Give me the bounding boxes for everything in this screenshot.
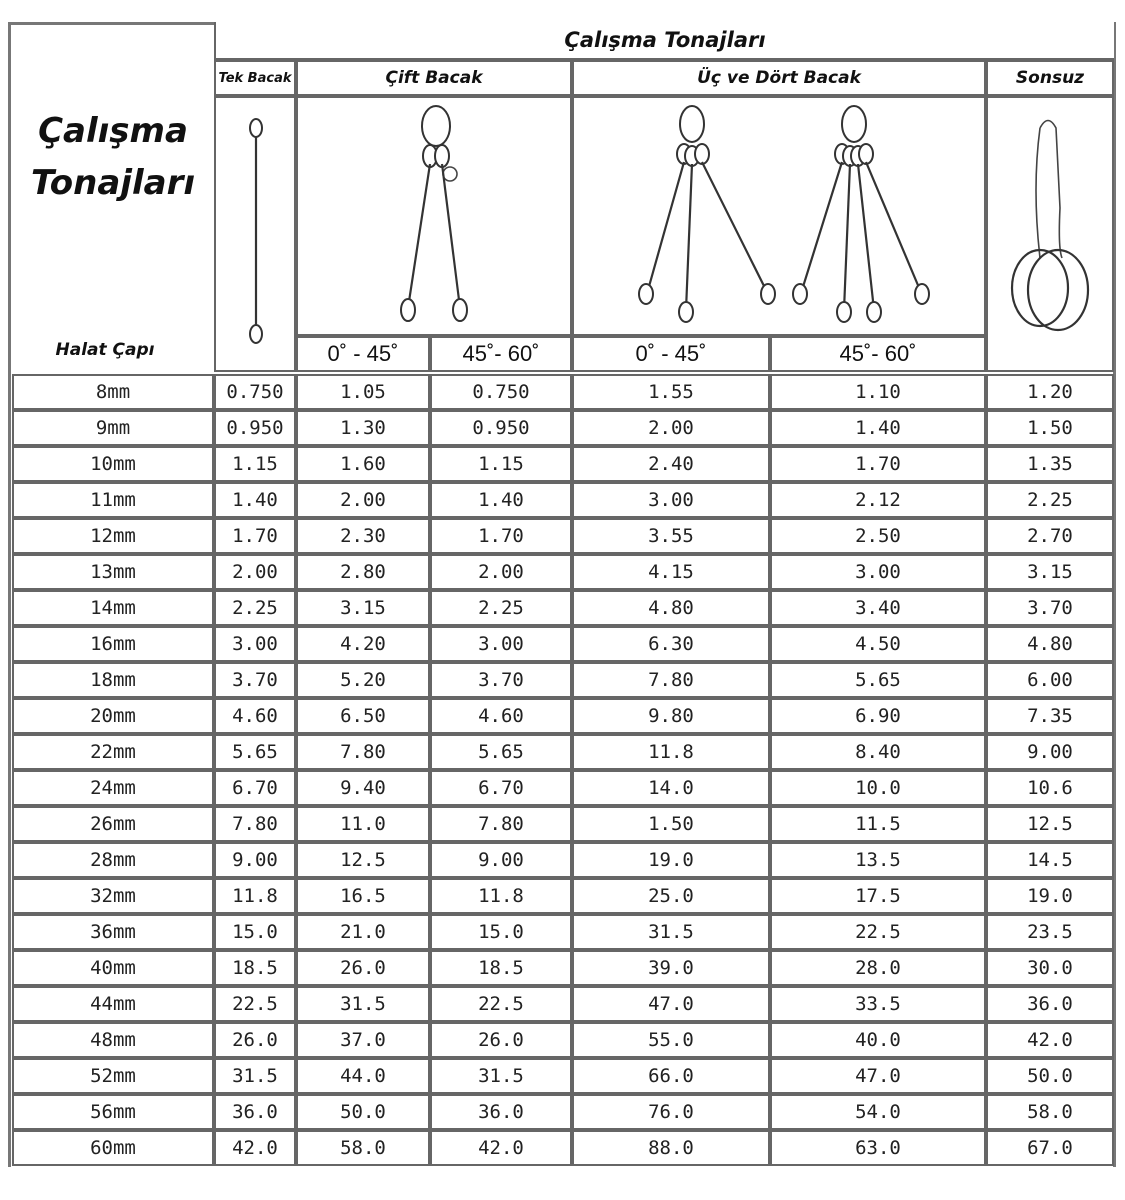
cell-halat-capi: 12mm <box>12 518 214 554</box>
cell-cift-0-45: 5.20 <box>296 662 430 698</box>
cell-uc-dort-45-60: 5.65 <box>770 662 986 698</box>
cell-uc-dort-0-45: 2.40 <box>572 446 770 482</box>
cell-tek-bacak: 4.60 <box>214 698 296 734</box>
cell-cift-0-45: 37.0 <box>296 1022 430 1058</box>
row-label-header: Halat Çapı <box>55 340 155 360</box>
cell-cift-45-60: 4.60 <box>430 698 572 734</box>
group-header-tek-bacak: Tek Bacak <box>214 60 296 96</box>
cell-uc-dort-45-60: 11.5 <box>770 806 986 842</box>
cell-cift-0-45: 2.30 <box>296 518 430 554</box>
cell-sonsuz: 50.0 <box>986 1058 1114 1094</box>
two-leg-panel <box>296 96 572 336</box>
cell-halat-capi: 26mm <box>12 806 214 842</box>
cell-halat-capi: 22mm <box>12 734 214 770</box>
two-leg-sling-icon <box>298 98 570 334</box>
cell-halat-capi: 10mm <box>12 446 214 482</box>
cell-cift-0-45: 26.0 <box>296 950 430 986</box>
cell-cift-0-45: 6.50 <box>296 698 430 734</box>
cell-uc-dort-0-45: 4.15 <box>572 554 770 590</box>
cell-cift-45-60: 2.25 <box>430 590 572 626</box>
cell-uc-dort-0-45: 31.5 <box>572 914 770 950</box>
cell-tek-bacak: 1.15 <box>214 446 296 482</box>
cell-tek-bacak: 5.65 <box>214 734 296 770</box>
cell-cift-0-45: 12.5 <box>296 842 430 878</box>
cell-tek-bacak: 11.8 <box>214 878 296 914</box>
cell-tek-bacak: 7.80 <box>214 806 296 842</box>
angle-header-cift-45-60: 45˚- 60˚ <box>430 336 572 372</box>
cell-uc-dort-0-45: 88.0 <box>572 1130 770 1166</box>
cell-cift-45-60: 7.80 <box>430 806 572 842</box>
cell-cift-0-45: 2.80 <box>296 554 430 590</box>
cell-tek-bacak: 0.950 <box>214 410 296 446</box>
cell-tek-bacak: 42.0 <box>214 1130 296 1166</box>
cell-halat-capi: 16mm <box>12 626 214 662</box>
cell-sonsuz: 58.0 <box>986 1094 1114 1130</box>
cell-cift-0-45: 2.00 <box>296 482 430 518</box>
cell-cift-45-60: 3.70 <box>430 662 572 698</box>
cell-halat-capi: 9mm <box>12 410 214 446</box>
cell-uc-dort-45-60: 17.5 <box>770 878 986 914</box>
cell-halat-capi: 36mm <box>12 914 214 950</box>
cell-halat-capi: 40mm <box>12 950 214 986</box>
three-four-leg-panel <box>572 96 986 336</box>
group-header-cift-bacak: Çift Bacak <box>296 60 572 96</box>
cell-tek-bacak: 2.25 <box>214 590 296 626</box>
side-title <box>18 105 208 209</box>
top-title: Çalışma Tonajları <box>214 22 1114 60</box>
group-header-uc-dort-bacak: Üç ve Dört Bacak <box>572 60 986 96</box>
cell-uc-dort-0-45: 3.00 <box>572 482 770 518</box>
cell-tek-bacak: 1.40 <box>214 482 296 518</box>
cell-uc-dort-45-60: 3.40 <box>770 590 986 626</box>
cell-cift-45-60: 11.8 <box>430 878 572 914</box>
side-title-line1: Çalışma <box>38 111 188 151</box>
cell-sonsuz: 1.50 <box>986 410 1114 446</box>
cell-tek-bacak: 3.00 <box>214 626 296 662</box>
cell-sonsuz: 19.0 <box>986 878 1114 914</box>
cell-cift-0-45: 3.15 <box>296 590 430 626</box>
cell-halat-capi: 60mm <box>12 1130 214 1166</box>
cell-halat-capi: 24mm <box>12 770 214 806</box>
cell-cift-45-60: 0.950 <box>430 410 572 446</box>
angle-header-cift-0-45: 0˚ - 45˚ <box>296 336 430 372</box>
cell-cift-45-60: 0.750 <box>430 374 572 410</box>
cell-cift-45-60: 22.5 <box>430 986 572 1022</box>
cell-uc-dort-45-60: 1.40 <box>770 410 986 446</box>
cell-halat-capi: 52mm <box>12 1058 214 1094</box>
cell-tek-bacak: 18.5 <box>214 950 296 986</box>
cell-uc-dort-0-45: 2.00 <box>572 410 770 446</box>
cell-cift-0-45: 16.5 <box>296 878 430 914</box>
cell-uc-dort-45-60: 54.0 <box>770 1094 986 1130</box>
cell-sonsuz: 2.70 <box>986 518 1114 554</box>
cell-uc-dort-45-60: 4.50 <box>770 626 986 662</box>
group-header-sonsuz: Sonsuz <box>986 60 1114 96</box>
cell-cift-0-45: 50.0 <box>296 1094 430 1130</box>
cell-uc-dort-45-60: 28.0 <box>770 950 986 986</box>
cell-halat-capi: 18mm <box>12 662 214 698</box>
angle-header-uc-45-60: 45˚- 60˚ <box>770 336 986 372</box>
cell-sonsuz: 10.6 <box>986 770 1114 806</box>
cell-uc-dort-45-60: 1.10 <box>770 374 986 410</box>
cell-uc-dort-45-60: 33.5 <box>770 986 986 1022</box>
cell-cift-45-60: 42.0 <box>430 1130 572 1166</box>
cell-cift-0-45: 9.40 <box>296 770 430 806</box>
cell-sonsuz: 3.70 <box>986 590 1114 626</box>
cell-uc-dort-0-45: 55.0 <box>572 1022 770 1058</box>
cell-halat-capi: 8mm <box>12 374 214 410</box>
cell-cift-45-60: 18.5 <box>430 950 572 986</box>
cell-sonsuz: 1.35 <box>986 446 1114 482</box>
cell-halat-capi: 14mm <box>12 590 214 626</box>
cell-tek-bacak: 22.5 <box>214 986 296 1022</box>
cell-sonsuz: 7.35 <box>986 698 1114 734</box>
cell-tek-bacak: 0.750 <box>214 374 296 410</box>
cell-cift-45-60: 1.40 <box>430 482 572 518</box>
cell-sonsuz: 67.0 <box>986 1130 1114 1166</box>
cell-uc-dort-45-60: 47.0 <box>770 1058 986 1094</box>
cell-cift-45-60: 31.5 <box>430 1058 572 1094</box>
cell-uc-dort-0-45: 47.0 <box>572 986 770 1022</box>
cell-tek-bacak: 15.0 <box>214 914 296 950</box>
cell-cift-45-60: 6.70 <box>430 770 572 806</box>
cell-uc-dort-0-45: 25.0 <box>572 878 770 914</box>
cell-uc-dort-45-60: 10.0 <box>770 770 986 806</box>
cell-cift-45-60: 5.65 <box>430 734 572 770</box>
cell-halat-capi: 13mm <box>12 554 214 590</box>
single-leg-panel <box>214 96 296 372</box>
endless-sling-icon <box>988 98 1112 338</box>
cell-cift-0-45: 58.0 <box>296 1130 430 1166</box>
cell-uc-dort-0-45: 7.80 <box>572 662 770 698</box>
cell-uc-dort-0-45: 3.55 <box>572 518 770 554</box>
cell-halat-capi: 32mm <box>12 878 214 914</box>
cell-uc-dort-45-60: 1.70 <box>770 446 986 482</box>
angle-header-uc-0-45: 0˚ - 45˚ <box>572 336 770 372</box>
cell-sonsuz: 36.0 <box>986 986 1114 1022</box>
cell-uc-dort-0-45: 4.80 <box>572 590 770 626</box>
cell-cift-45-60: 26.0 <box>430 1022 572 1058</box>
cell-cift-0-45: 44.0 <box>296 1058 430 1094</box>
cell-tek-bacak: 31.5 <box>214 1058 296 1094</box>
cell-cift-45-60: 1.15 <box>430 446 572 482</box>
cell-cift-0-45: 7.80 <box>296 734 430 770</box>
cell-tek-bacak: 36.0 <box>214 1094 296 1130</box>
cell-uc-dort-0-45: 66.0 <box>572 1058 770 1094</box>
cell-uc-dort-45-60: 2.12 <box>770 482 986 518</box>
cell-uc-dort-0-45: 19.0 <box>572 842 770 878</box>
single-leg-sling-icon <box>216 98 294 370</box>
cell-sonsuz: 14.5 <box>986 842 1114 878</box>
cell-sonsuz: 23.5 <box>986 914 1114 950</box>
cell-halat-capi: 20mm <box>12 698 214 734</box>
cell-tek-bacak: 6.70 <box>214 770 296 806</box>
cell-tek-bacak: 26.0 <box>214 1022 296 1058</box>
cell-halat-capi: 11mm <box>12 482 214 518</box>
cell-tek-bacak: 3.70 <box>214 662 296 698</box>
cell-uc-dort-45-60: 2.50 <box>770 518 986 554</box>
cell-tek-bacak: 9.00 <box>214 842 296 878</box>
cell-uc-dort-0-45: 1.55 <box>572 374 770 410</box>
cell-tek-bacak: 2.00 <box>214 554 296 590</box>
side-title-line2: Tonajları <box>31 163 195 203</box>
cell-sonsuz: 6.00 <box>986 662 1114 698</box>
cell-uc-dort-0-45: 11.8 <box>572 734 770 770</box>
cell-uc-dort-0-45: 9.80 <box>572 698 770 734</box>
cell-cift-0-45: 1.60 <box>296 446 430 482</box>
cell-cift-45-60: 3.00 <box>430 626 572 662</box>
cell-sonsuz: 30.0 <box>986 950 1114 986</box>
cell-sonsuz: 42.0 <box>986 1022 1114 1058</box>
cell-cift-45-60: 2.00 <box>430 554 572 590</box>
cell-uc-dort-45-60: 13.5 <box>770 842 986 878</box>
cell-sonsuz: 12.5 <box>986 806 1114 842</box>
cell-sonsuz: 4.80 <box>986 626 1114 662</box>
cell-cift-0-45: 11.0 <box>296 806 430 842</box>
cell-cift-0-45: 1.30 <box>296 410 430 446</box>
cell-uc-dort-45-60: 40.0 <box>770 1022 986 1058</box>
cell-tek-bacak: 1.70 <box>214 518 296 554</box>
cell-halat-capi: 44mm <box>12 986 214 1022</box>
cell-cift-0-45: 31.5 <box>296 986 430 1022</box>
cell-uc-dort-45-60: 6.90 <box>770 698 986 734</box>
cell-sonsuz: 1.20 <box>986 374 1114 410</box>
cell-sonsuz: 9.00 <box>986 734 1114 770</box>
cell-sonsuz: 2.25 <box>986 482 1114 518</box>
cell-cift-45-60: 36.0 <box>430 1094 572 1130</box>
cell-halat-capi: 56mm <box>12 1094 214 1130</box>
cell-halat-capi: 48mm <box>12 1022 214 1058</box>
cell-uc-dort-0-45: 6.30 <box>572 626 770 662</box>
cell-uc-dort-45-60: 8.40 <box>770 734 986 770</box>
cell-cift-45-60: 1.70 <box>430 518 572 554</box>
three-leg-sling-icon <box>574 98 984 334</box>
cell-sonsuz: 3.15 <box>986 554 1114 590</box>
cell-uc-dort-0-45: 39.0 <box>572 950 770 986</box>
cell-cift-0-45: 21.0 <box>296 914 430 950</box>
cell-uc-dort-0-45: 1.50 <box>572 806 770 842</box>
cell-cift-0-45: 4.20 <box>296 626 430 662</box>
endless-panel <box>986 96 1114 372</box>
cell-uc-dort-0-45: 76.0 <box>572 1094 770 1130</box>
cell-uc-dort-45-60: 3.00 <box>770 554 986 590</box>
cell-cift-45-60: 9.00 <box>430 842 572 878</box>
cell-halat-capi: 28mm <box>12 842 214 878</box>
cell-uc-dort-45-60: 22.5 <box>770 914 986 950</box>
cell-uc-dort-0-45: 14.0 <box>572 770 770 806</box>
cell-uc-dort-45-60: 63.0 <box>770 1130 986 1166</box>
cell-cift-45-60: 15.0 <box>430 914 572 950</box>
cell-cift-0-45: 1.05 <box>296 374 430 410</box>
